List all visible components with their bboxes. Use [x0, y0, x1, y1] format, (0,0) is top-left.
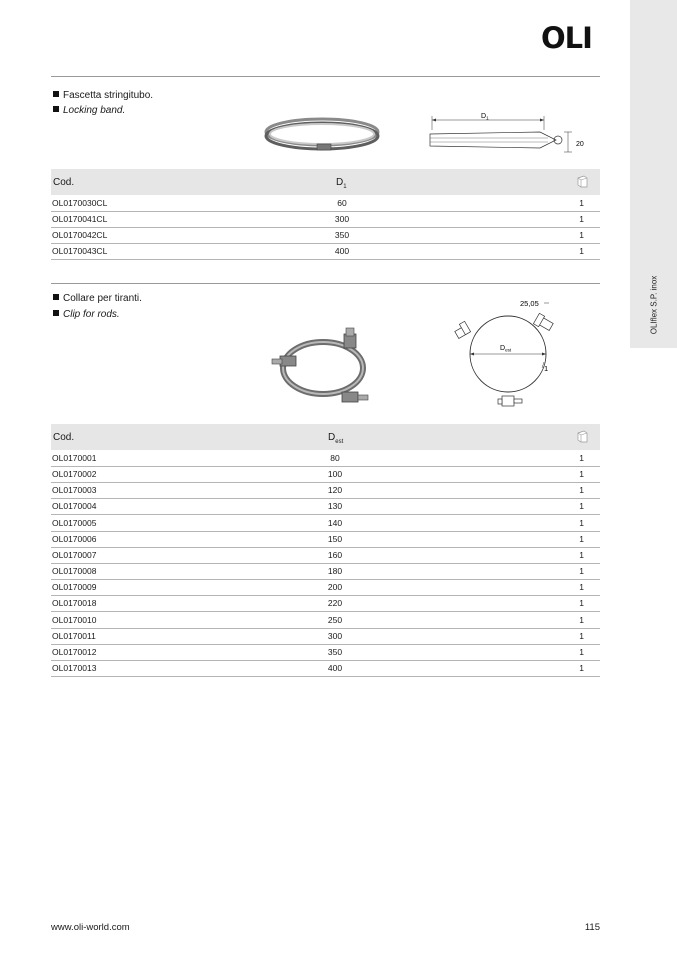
quantity-value: 1 [579, 549, 584, 560]
table-row [51, 660, 600, 677]
bullet-icon [53, 106, 59, 112]
diameter-value: 300 [327, 630, 343, 641]
diameter-value: 400 [327, 662, 343, 673]
section2-title-it: Collare per tiranti. [53, 292, 142, 306]
divider [51, 283, 600, 284]
diameter-value: 200 [327, 582, 343, 593]
quantity-value: 1 [579, 485, 584, 496]
diameter-value: 150 [327, 533, 343, 544]
column-diameter: $D_{est}$ [328, 432, 344, 445]
table-row [51, 515, 600, 532]
product-code: OL0170042CL [52, 230, 108, 240]
table-row [51, 211, 600, 228]
table-row [51, 195, 600, 212]
table-row [51, 243, 600, 260]
locking-band-diagram [420, 108, 600, 168]
footer-url: www.oli-world.com [51, 922, 130, 933]
product-code: OL0170009 [52, 582, 97, 593]
diameter-value: 80 [330, 453, 340, 463]
quantity-value: 1 [579, 517, 584, 528]
diameter-value: 160 [327, 549, 343, 560]
package-icon [577, 430, 588, 443]
diameter-value: 300 [334, 214, 350, 224]
table-row [51, 450, 600, 467]
table-row [51, 628, 600, 645]
package-icon [577, 175, 588, 188]
column-code: Cod. [53, 177, 75, 188]
page-number: 115 [584, 922, 600, 933]
side-label: OLIflex S.P. inox [649, 275, 659, 335]
quantity-value: 1 [579, 246, 584, 256]
table-row [51, 644, 600, 661]
quantity-value: 1 [579, 533, 584, 544]
product-code: OL0170012 [52, 646, 97, 657]
table-row [51, 466, 600, 483]
column-code: Cod. [53, 432, 75, 443]
product-code: OL0170002 [52, 469, 97, 480]
svg-text:20: 20 [576, 141, 584, 148]
product-code: OL0170004 [52, 501, 97, 512]
svg-text:Dest: $D_{est}$ [500, 345, 512, 353]
quantity-value: 1 [579, 598, 584, 609]
product-code: OL0170010 [52, 614, 97, 625]
diameter-value: 120 [327, 485, 343, 496]
diameter-value: 140 [327, 517, 343, 528]
product-code: OL0170030CL [52, 198, 108, 208]
table-row [51, 531, 600, 548]
diameter-value: 250 [327, 614, 343, 625]
quantity-value: 1 [579, 453, 584, 463]
bullet-icon [53, 310, 59, 316]
product-code: OL0170006 [52, 533, 97, 544]
bullet-icon [53, 294, 59, 300]
diameter-value: 400 [334, 246, 350, 256]
table-header [51, 169, 600, 195]
diameter-value: 100 [327, 469, 343, 480]
quantity-value: 1 [579, 198, 584, 208]
product-code: OL0170007 [52, 549, 97, 560]
product-code: OL0170043CL [52, 246, 108, 256]
diameter-value: 350 [334, 230, 350, 240]
table-row [51, 563, 600, 580]
svg-text:D1: $D_1$ [481, 113, 489, 121]
table-row [51, 482, 600, 499]
svg-text:25,05: 25,05 [520, 299, 539, 308]
product-code: OL0170013 [52, 662, 97, 673]
diameter-value: 180 [327, 566, 343, 577]
svg-text:1: 1 [544, 364, 549, 373]
product-code: OL0170001 [52, 453, 97, 463]
quantity-value: 1 [579, 501, 584, 512]
column-diameter: $D_1$ [336, 177, 347, 190]
quantity-value: 1 [579, 214, 584, 224]
section2-title-en: Clip for rods. [53, 308, 120, 322]
rod-clip-diagram [448, 292, 568, 416]
product-code: OL0170011 [52, 630, 96, 641]
quantity-value: 1 [579, 566, 584, 577]
diameter-value: 350 [327, 646, 343, 657]
locking-band-image [262, 110, 382, 160]
bullet-icon [53, 91, 59, 97]
quantity-value: 1 [579, 614, 584, 625]
quantity-value: 1 [579, 230, 584, 240]
table-row [51, 498, 600, 515]
product-code: OL0170008 [52, 566, 97, 577]
table-row [51, 579, 600, 596]
quantity-value: 1 [579, 630, 584, 641]
quantity-value: 1 [579, 646, 584, 657]
table-row [51, 612, 600, 629]
section1-title-en: Locking band. [53, 104, 125, 118]
quantity-value: 1 [579, 469, 584, 480]
table-row [51, 227, 600, 244]
quantity-value: 1 [579, 662, 584, 673]
product-code: OL0170003 [52, 485, 97, 496]
divider [51, 76, 600, 77]
section1-title-it: Fascetta stringitubo. [53, 89, 153, 103]
product-code: OL0170041CL [52, 214, 108, 224]
diameter-value: 60 [337, 198, 347, 208]
table-header [51, 424, 600, 450]
quantity-value: 1 [579, 582, 584, 593]
diameter-value: 130 [327, 501, 343, 512]
table-row [51, 595, 600, 612]
brand-logo: OLI [541, 21, 592, 55]
product-code: OL0170005 [52, 517, 97, 528]
rod-clip-image [268, 326, 378, 416]
table-row [51, 547, 600, 564]
product-code: OL0170018 [52, 598, 97, 609]
diameter-value: 220 [327, 598, 343, 609]
